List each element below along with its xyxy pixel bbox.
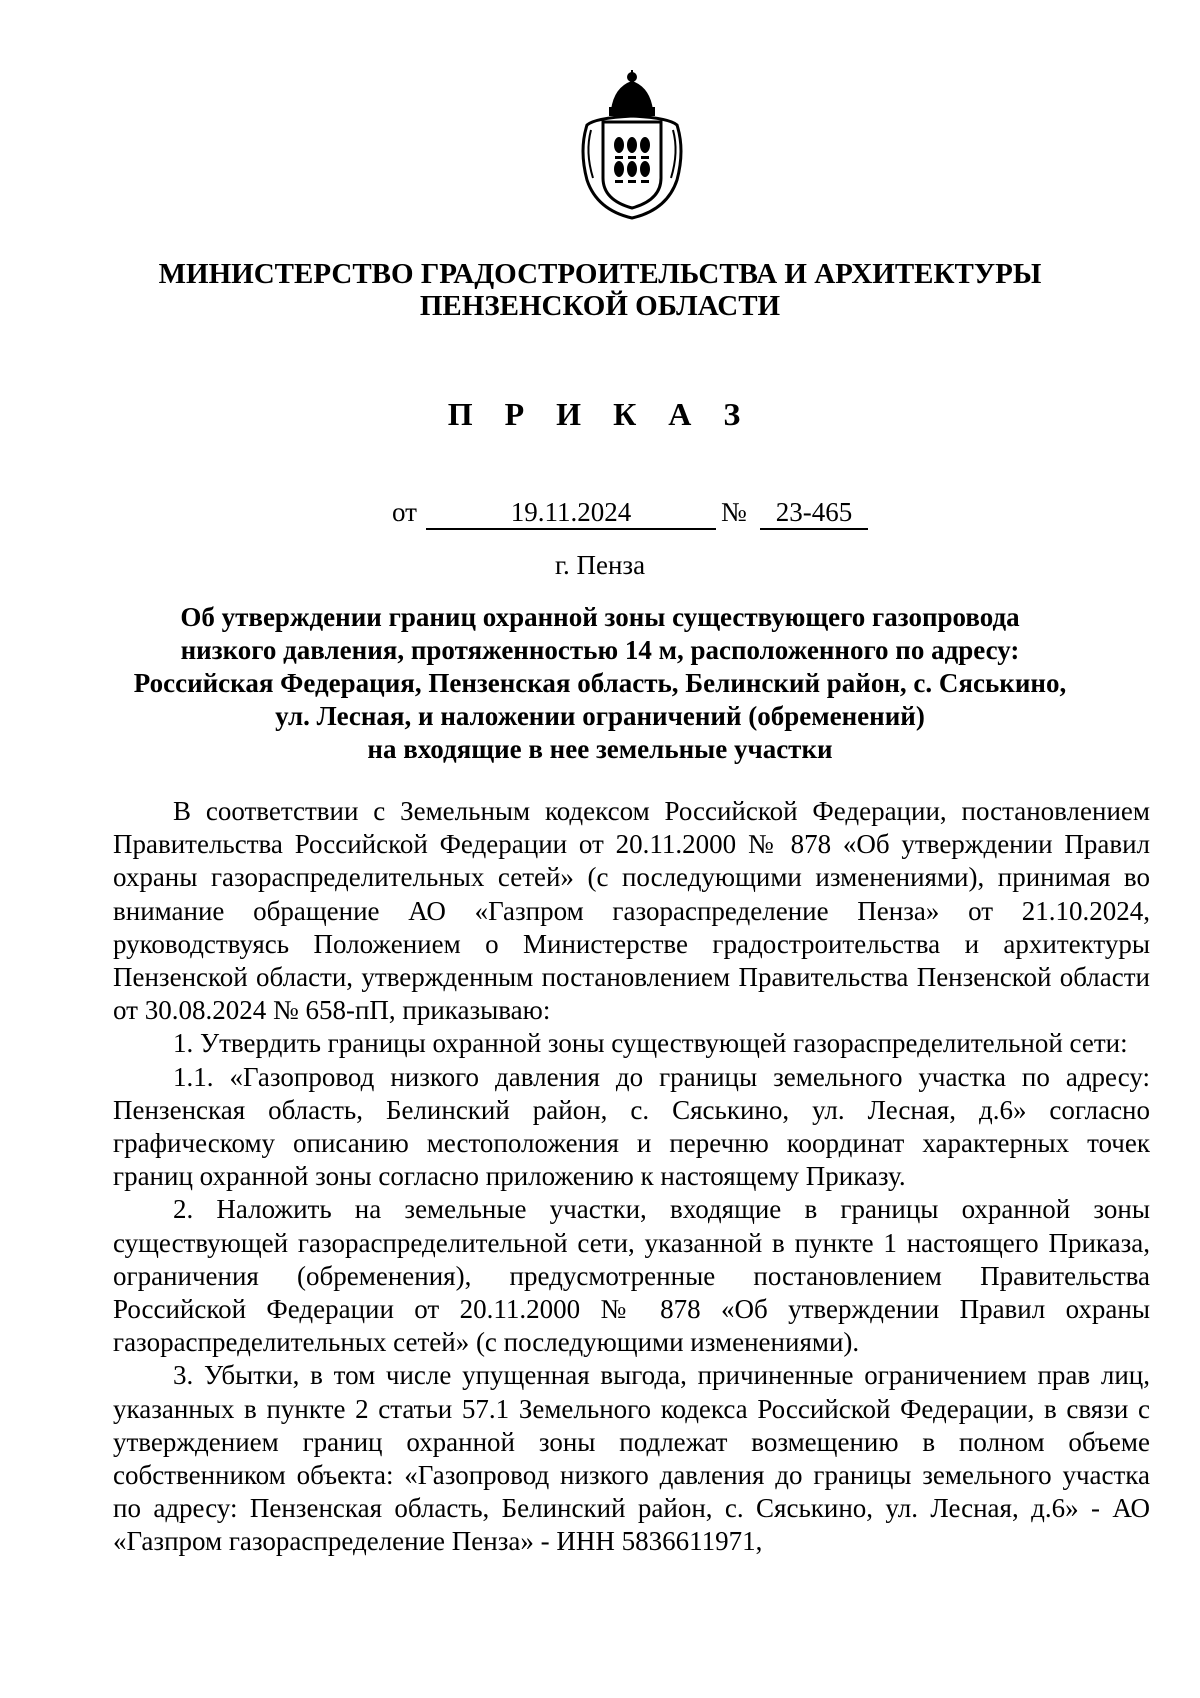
issue-city: г. Пенза xyxy=(554,550,646,580)
document-number: 23-465 xyxy=(760,497,868,530)
body-paragraph-preamble: В соответствии с Земельным кодексом Российской Федерации, постановлением Правительства Российской Федерации от 20.11.2000 № 878 «Об утверждении Правил охраны газораспределительных сетей» (с последующими изменениями), принимая во внимание обращение АО «Газпром газораспределение Пенза» от 21.10.2024, руководствуясь Положением о Министерстве градостроительства и архитектуры Пензенской области, утвержденным постановлением Правительства Пензенской области от 30.08.2024 № 658-пП, приказываю: xyxy=(113,796,1150,1026)
body-paragraph-item-1: 1. Утвердить границы охранной зоны существующей газораспределительной сети: xyxy=(173,1028,1128,1059)
subject-line: низкого давления, протяженностью 14 м, расположенного по адресу: xyxy=(180,635,1020,665)
body-paragraph-item-2: 2. Наложить на земельные участки, входящие в границы охранной зоны существующей газораспределительной сети, указанной в пункте 1 настоящего Приказа, ограничения (обременения), предусмотренные постановлением Правительства Российской Федерации от 20.11.2000 № 878 «Об утверждении Правил охраны газораспределительных сетей» (с последующими изменениями). xyxy=(113,1194,1150,1358)
body-paragraph-item-3: 3. Убытки, в том числе упущенная выгода, причиненные ограничением прав лиц, указанных в пункте 2 статьи 57.1 Земельного кодекса Российской Федерации, в связи с утверждением границ охранной зоны подлежат возмещению в полном объеме собственником объекта: «Газопровод низкого давления до границы земельного участка по адресу: Пензенская область, Белинский район, с. Сяськино, ул. Лесная, д.6» - АО «Газпром газораспределение Пенза» - ИНН 5836611971, xyxy=(113,1360,1150,1557)
subject-line: на входящие в нее земельные участки xyxy=(367,734,833,764)
subject-line: Об утверждении границ охранной зоны существующего газопровода xyxy=(180,602,1020,632)
number-label: № xyxy=(721,497,747,527)
document-body xyxy=(113,795,1150,1559)
document-type-title: П Р И К А З xyxy=(447,396,753,432)
document-subject xyxy=(130,601,1070,766)
document-date: 19.11.2024 xyxy=(426,497,716,530)
date-number-line xyxy=(0,497,1200,531)
ministry-name-line2: ПЕНЗЕНСКОЙ ОБЛАСТИ xyxy=(419,290,781,322)
body-paragraph-item-1-1: 1.1. «Газопровод низкого давления до границы земельного участка по адресу: Пензенская область, Белинский район, с. Сяськино, ул. Лесная, д.6» согласно графическому описанию местоположения и перечню координат характерных точек границ охранной зоны согласно приложению к настоящему Приказу. xyxy=(113,1061,1150,1192)
date-from-label: от xyxy=(392,497,417,527)
subject-line: ул. Лесная, и наложении ограничений (обременений) xyxy=(275,701,925,731)
subject-line: Российская Федерация, Пензенская область, Белинский район, с. Сяськино, xyxy=(133,668,1067,698)
ministry-name-line1: МИНИСТЕРСТВО ГРАДОСТРОИТЕЛЬСТВА И АРХИТЕКТУРЫ xyxy=(158,258,1042,290)
coat-of-arms-emblem xyxy=(577,70,687,220)
ministry-name xyxy=(0,258,1200,322)
